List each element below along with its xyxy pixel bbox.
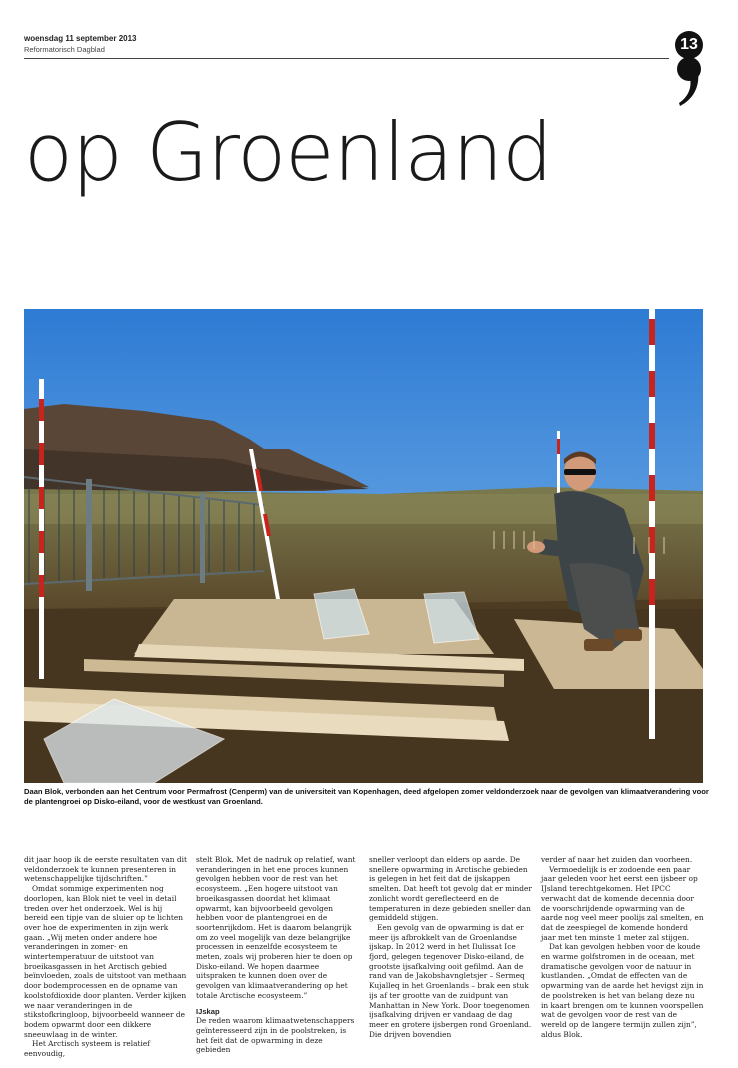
article-column-4	[541, 855, 704, 1039]
paragraph: sneller verloopt dan elders op aarde. De snellere opwarming in Arctische gebieden is gelegen in het feit dat de ijskappen smelten. Dat heeft tot gevolg dat er minder zonlicht wordt gereflecteerd en de temperaturen in deze gebieden sneller dan gemiddeld stijgen.	[369, 855, 532, 923]
page-number-badge: 13	[675, 31, 703, 59]
newspaper-name: Reformatorisch Dagblad	[24, 45, 105, 54]
paragraph: Dat kan gevolgen hebben voor de koude en warme golfstromen in de oceaan, met dramatische gevolgen voor de natuur in kustlanden. „Omdat de effecten van de opwarming van de aarde het hevigst zijn in de poolstreken is het van belang deze nu in kaart brengen om te kunnen voorspellen wat de gevolgen voor de rest van de wereld op de langere termijn zullen zijn”, aldus Blok.	[541, 942, 704, 1039]
paragraph: dit jaar hoop ik de eerste resultaten van dit veldonderzoek te kunnen presenteren in wetenschappelijke tijdschriften.”	[24, 855, 187, 884]
photo-caption: Daan Blok, verbonden aan het Centrum voor Permafrost (Cenperm) van de universiteit van Kopenhagen, deed afgelopen zomer veldonderzoek naar de gevolgen van klimaatverandering voor de plantengroei op Disko-eiland, voor de westkust van Groenland.	[24, 787, 709, 806]
paragraph: Vermoedelijk is er zodoende een paar jaar geleden voor het eerst een ijsbeer op IJsland terechtgekomen. Het IPCC verwacht dat de komende decennia door de voorschrijdende opwarming van de aarde nog veel meer poolijs zal smelten, en dat de zeespiegel de komende honderd jaar met ten minste 1 meter zal stijgen.	[541, 864, 704, 942]
paragraph: Een gevolg van de opwarming is dat er meer ijs afbrokkelt van de Groenlandse ijskap. In 2012 werd in het Ilulissat Ice fjord, gelegen tegenover Disko-eiland, de grootste ijsafkalving ooit gefilmd. Aan de rand van de Jakobshavngletsjer – Sermeq Kujalleq in het Groenlands – brak een stuk ijs af ter grootte van de zuidpunt van Manhattan in New York. Door toegenomen ijsafkalving drijven er vandaag de dag meer en grotere ijsbergen rond Groenland. Die drijven bovendien	[369, 922, 532, 1039]
field-research-photo	[24, 309, 703, 783]
page-headline: op Groenland	[24, 106, 552, 199]
paragraph: De reden waarom klimaatwetenschappers geïnteresseerd zijn in de poolstreken, is het feit dat de opwarming in deze gebieden	[196, 1016, 355, 1055]
comma-icon	[674, 56, 704, 108]
header-divider	[24, 58, 669, 59]
article-column-3	[369, 855, 532, 1039]
paragraph: verder af naar het zuiden dan voorheen.	[541, 855, 693, 864]
paragraph: Omdat sommige experimenten nog doorlopen, kan Blok niet te veel in detail treden over het onderzoek. Wel is hij bereid een tipje van de sluier op te lichten over hoe de experimenten in zijn werk gaan. „Wij meten onder andere hoe veranderingen in zomer- en wintertemperatuur de uitstoot van broeikasgassen in het Arctisch gebied beïnvloeden, zoals de uitstoot van methaan door bodemprocessen en de opname van koolstofdioxide door planten. Verder kijken we naar veranderingen in de stikstofkringloop, bijvoorbeeld wanneer de bodem opwarmt door een dikkere sneeuwlaag in de winter.	[24, 884, 187, 1039]
article-photo	[24, 309, 703, 783]
issue-date: woensdag 11 september 2013	[24, 34, 137, 43]
section-subhead: IJskap	[196, 1006, 220, 1016]
article-column-1	[24, 855, 187, 1059]
paragraph: Het Arctisch systeem is relatief eenvoudig,	[24, 1039, 150, 1059]
article-column-2	[196, 855, 359, 1055]
paragraph: stelt Blok. Met de nadruk op relatief, want veranderingen in het ene proces kunnen gevolgen hebben voor de rest van het ecosysteem. „Een hogere uitstoot van broeikasgassen doordat het klimaat opwarmt, kan bijvoorbeeld gevolgen hebben voor de plantengroei en de soortenrijkdom. Het is daarom belangrijk om zo veel mogelijk van deze belangrijke processen in eenzelfde ecosysteem te meten, zoals wij proberen hier te doen op Disko-eiland. We hopen daarmee uitspraken te kunnen doen over de gevolgen van klimaatverandering op het totale Arctische ecosysteem.”	[196, 855, 356, 1000]
